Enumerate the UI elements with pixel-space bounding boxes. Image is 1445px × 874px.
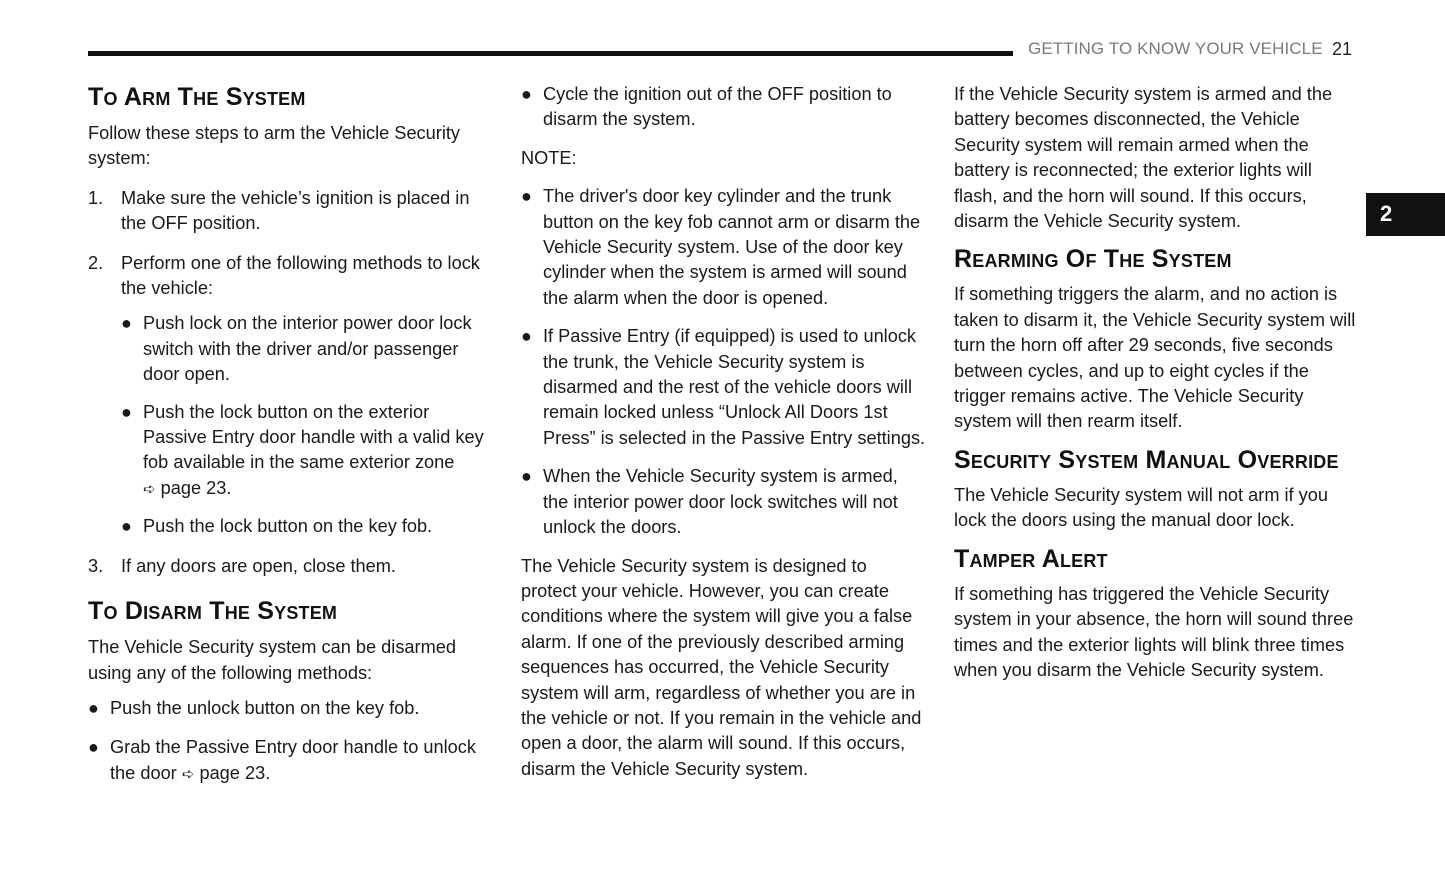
header-rule	[88, 51, 1013, 56]
bullet-text: Cycle the ignition out of the OFF position to disarm the system.	[543, 84, 892, 130]
bullet-dot-icon: ●	[88, 697, 99, 718]
page-reference-arrow-icon: ➪	[181, 765, 195, 783]
section-heading-arm: To Arm The System	[88, 83, 306, 111]
step-text: Perform one of the following methods to lock the vehicle:	[121, 252, 480, 299]
bullet-dot-icon: ●	[121, 313, 132, 334]
arm-intro: Follow these steps to arm the Vehicle Security system:	[88, 123, 461, 169]
section-heading-rearming: Rearming Of The System	[954, 245, 1232, 274]
bullet-dot-icon: ●	[521, 84, 532, 104]
bullet-dot-icon: ●	[121, 516, 132, 537]
bullet-dot-icon: ●	[521, 326, 532, 347]
column-2	[521, 82, 926, 782]
bullet-text: When the Vehicle Security system is armed, the interior power door lock switches will not unlock the doors.	[543, 466, 898, 538]
bullet-text: If Passive Entry (if equipped) is used to unlock the trunk, the Vehicle Security system is disarmed and the rest of the vehicle doors will remain locked unless “Unlock All Doors 1st Press” is selected in the Passive Entry settings.	[543, 326, 926, 448]
bullet-dot-icon: ●	[521, 186, 532, 207]
section-heading-manual-override: Security System Manual Override	[954, 445, 1339, 474]
list-item-lock-method-1	[88, 311, 493, 387]
step-number: 3.	[88, 555, 104, 576]
column-1	[88, 82, 493, 787]
list-item-step-3	[88, 554, 493, 579]
list-item-note-1	[521, 184, 926, 311]
note-label: NOTE:	[521, 147, 577, 168]
tamper-alert-paragraph: If something has triggered the Vehicle Security system in your absence, the horn will sound three times and the exterior lights will blink three times when you disarm the Vehicle Security system.	[954, 583, 1354, 680]
list-item-lock-method-3	[88, 514, 493, 539]
bullet-text: Push the unlock button on the key fob.	[110, 697, 420, 718]
section-heading-tamper-alert: Tamper Alert	[954, 544, 1108, 573]
list-item-step-2	[88, 251, 493, 302]
list-item-disarm-method-1	[88, 696, 493, 721]
bullet-text: Push the lock button on the exterior Passive Entry door handle with a valid key fob available in the same exterior zone	[143, 401, 484, 473]
list-item-disarm-method-2	[88, 735, 493, 787]
page-number: 21	[1332, 39, 1353, 59]
page-reference-arrow-icon: ➪	[143, 480, 156, 498]
step-number: 1.	[88, 187, 104, 208]
list-item-note-3	[521, 464, 926, 540]
page-reference-link[interactable]: page 23.	[199, 762, 271, 783]
list-item-step-1	[88, 186, 493, 237]
page-reference-link[interactable]: page 23.	[160, 477, 232, 498]
chapter-tab[interactable]: 2	[1366, 193, 1445, 236]
bullet-dot-icon: ●	[121, 401, 132, 422]
list-item-note-2	[521, 324, 926, 451]
column-3	[954, 82, 1359, 683]
section-heading-disarm: To Disarm The System	[88, 597, 338, 626]
bullet-text: Push the lock button on the key fob.	[143, 516, 433, 537]
bullet-text: Push lock on the interior power door lock switch with the driver and/or passenger door open.	[143, 313, 472, 385]
list-item-lock-method-2	[88, 400, 493, 503]
list-item-disarm-method-3	[521, 82, 926, 133]
manual-override-paragraph: The Vehicle Security system will not arm if you lock the doors using the manual door lock.	[954, 484, 1328, 531]
false-alarm-paragraph: The Vehicle Security system is designed to protect your vehicle. However, you can create conditions where the system will give you a false alarm. If one of the previously described arming sequences has occurred, the Vehicle Security system will arm, regardless of whether you are in the vehicle or not. If you remain in the vehicle and open a door, the alarm will sound. If this occurs, disarm the Vehicle Security system.	[521, 555, 922, 779]
bullet-text: The driver's door key cylinder and the trunk button on the key fob cannot arm or disarm the Vehicle Security system. Use of the door key cylinder when the system is armed will sound the alarm when the door is opened.	[543, 186, 921, 308]
battery-paragraph: If the Vehicle Security system is armed and the battery becomes disconnected, the Vehicle Security system will remain armed when the battery is reconnected; the exterior lights will flash, and the horn will sound. If this occurs, disarm the Vehicle Security system.	[954, 84, 1333, 232]
step-number: 2.	[88, 252, 104, 273]
bullet-text: Grab the Passive Entry door handle to unlock the door	[110, 737, 476, 783]
running-head: GETTING TO KNOW YOUR VEHICLE	[1028, 39, 1323, 58]
step-text: If any doors are open, close them.	[121, 555, 396, 576]
bullet-dot-icon: ●	[521, 466, 532, 487]
step-text: Make sure the vehicle’s ignition is placed in the OFF position.	[121, 187, 470, 234]
rearming-paragraph: If something triggers the alarm, and no action is taken to disarm it, the Vehicle Security system will turn the horn off after 29 seconds, five seconds between cycles, and up to eight cycles if the trigger remains active. The Vehicle Security system will then rearm itself.	[954, 284, 1356, 432]
bullet-dot-icon: ●	[88, 737, 99, 758]
disarm-intro: The Vehicle Security system can be disarmed using any of the following methods:	[88, 637, 456, 683]
